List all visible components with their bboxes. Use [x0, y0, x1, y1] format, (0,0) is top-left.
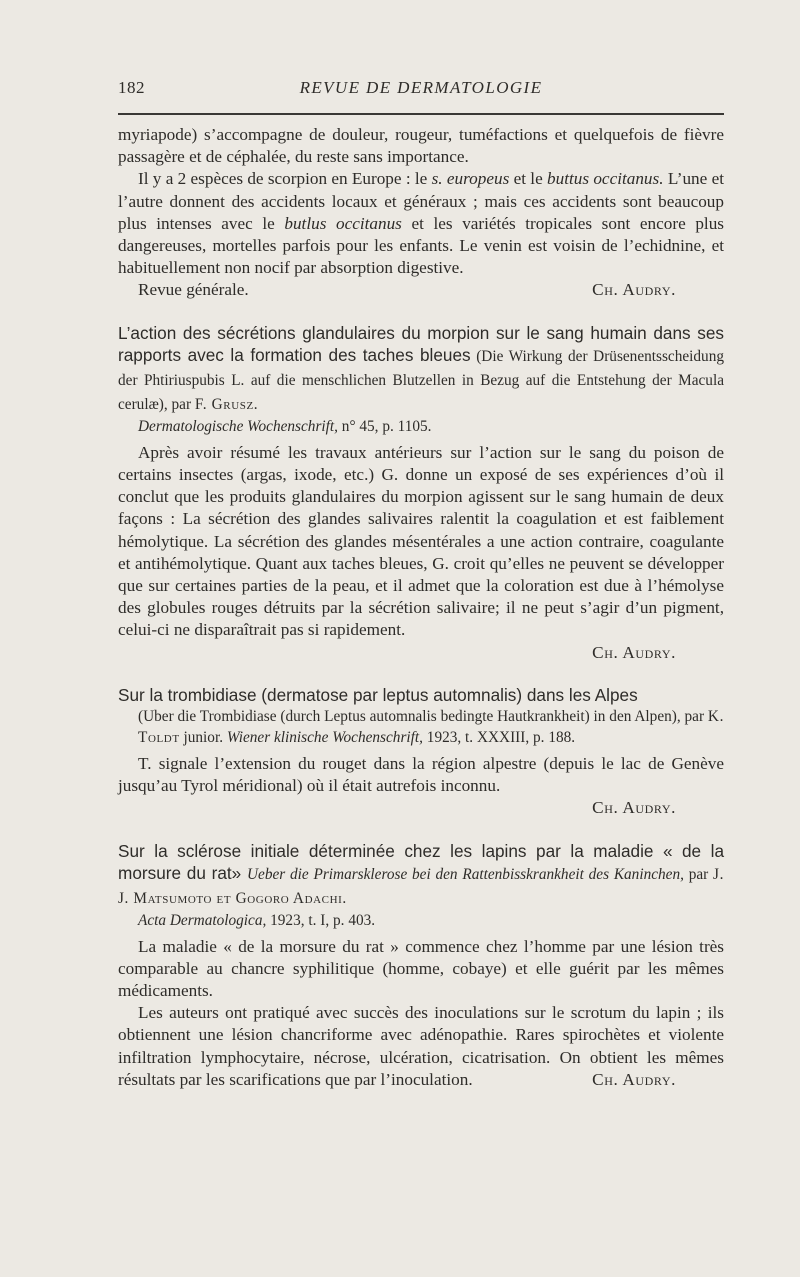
authors: J. J. Matsumoto et Gogoro Adachi.: [118, 865, 725, 907]
article-body: T. signale l’extension du rouget dans la région alpestre (depuis le lac de Genève jusqu’au Tyrol méridional) où il était autrefois inconnu.: [118, 753, 724, 796]
journal: Wiener klinische Wochenschrift,: [226, 729, 423, 747]
paragraph: Il y a 2 espèces de scorpion en Europe : le s. europeus et le buttus occitanus. L’une et l’autre donnent des accidents locaux et généraux ; mais ces accidents sont beaucoup plus intenses avec le butlus occitanus et les variétés tropicales sont encore plus dangereuses, mortelles parfois pour les enfants. Le venin est voisin de l’echidnine, et habituellement non nocif par absorption digestive.: [118, 169, 724, 278]
running-title: REVUE DE DERMATOLOGIE: [299, 78, 543, 97]
article-morpion: [118, 322, 724, 664]
signature: Ch. Audry.: [592, 280, 676, 300]
reference: Acta Dermatologica, 1923, t. I, p. 403.: [138, 912, 376, 930]
reference-german-title: Ueber die Primarsklerose bei den Rattenbisskrankheit des Kaninchen,: [247, 865, 684, 883]
continued-review: [118, 124, 724, 302]
article-body: La maladie « de la morsure du rat » commence chez l’homme par une lésion très comparable au chancre syphilitique (homme, cobaye) et elle guérit par les mêmes médicaments.: [118, 936, 724, 1000]
article-title-text: L’action des sécrétions glandulaires du morpion sur le sang humain dans ses rapports avec la formation des taches bleues: [118, 322, 724, 365]
article-title-text: Sur la sclérose initiale déterminée chez les lapins par la maladie « de la morsure du rat»: [118, 840, 724, 883]
signature: Ch. Audry.: [592, 798, 676, 818]
reference: Dermatologische Wochenschrift, n° 45, p. 1105.: [138, 418, 432, 436]
species-name: s. europeus: [431, 169, 510, 189]
text-column: [118, 124, 724, 1091]
article-title: Sur la sclérose initiale déterminée chez les lapins par la maladie « de la morsure du rat» Ueber die Primarsklerose bei den Rattenbisskrankheit des Kaninchen, par J. J. Matsumoto et Gogoro Adachi.: [118, 840, 725, 907]
signature: Ch. Audry.: [592, 642, 676, 662]
species-name: butlus occitanus: [284, 213, 402, 233]
reference: (Uber die Trombidiase (durch Leptus automnalis bedingte Hautkrankheit) in den Alpen), par K. Toldt junior. Wiener klinische Wochenschrift, 1923, t. XXXIII, p. 188.: [138, 708, 724, 747]
article-title: L’action des sécrétions glandulaires du morpion sur le sang humain dans ses rapports avec la formation des taches bleues (Die Wirkung der Drüsenentsscheidung der Phtiriuspubis L. auf die menschlichen Blutzellen in Bezug auf die Entstehung der Macula cerulæ), par F. Grusz.: [118, 322, 725, 414]
article-sclerose: [118, 840, 724, 1092]
author: K. Toldt: [138, 708, 724, 747]
review-type: Revue générale.: [138, 280, 249, 300]
page-number: 182: [118, 78, 145, 97]
author: F. Grusz.: [194, 396, 259, 414]
article-trombidiase: [118, 684, 724, 820]
article-body: Après avoir résumé les travaux antérieurs sur l’action sur le sang du poison de certains insectes (argas, ixode, etc.) G. donne un exposé de ses expériences d’où il conclut que les produits glandulaires du morpion agissent sur le sang humain de deux façons : La sécrétion des glandes salivaires ralentit la coagulation et est faiblement hémolytique. La sécrétion des glandes mésentérales a une action contraire, coagulante et antihémolytique. Quant aux taches bleues, G. croit qu’elles ne peuvent se développer que sur certaines parties de la peau, et il admet que la coloration est due à l’hémolyse des globules rouges détruits par la sécrétion salivaire; il ne peut s’agir d’un pigment, celui-ci ne disparaîtrait pas si rapidement.: [118, 442, 724, 640]
article-title: Sur la trombidiase (dermatose par leptus automnalis) dans les Alpes: [118, 684, 638, 705]
header-rule: [118, 113, 724, 115]
species-name: buttus occitanus.: [547, 169, 664, 189]
journal: Dermatologische Wochenschrift,: [138, 418, 338, 436]
signature: Ch. Audry.: [592, 1069, 676, 1089]
journal: Acta Dermatologica,: [138, 912, 267, 930]
article-body: Les auteurs ont pratiqué avec succès des inoculations sur le scrotum du lapin ; ils obtiennent une lésion chancriforme avec adénopathie. Rares spirochètes et violente infiltration lymphocytaire, nécrose, ulcération, cicatrisation. On obtient les mêmes résultats par les scarifications que par l’inoculation.: [118, 1003, 724, 1089]
paragraph: myriapode) s’accompagne de douleur, rougeur, tuméfactions et quelquefois de fièvre passagère et de céphalée, du reste sans importance.: [118, 125, 724, 167]
page-header: [118, 78, 724, 102]
